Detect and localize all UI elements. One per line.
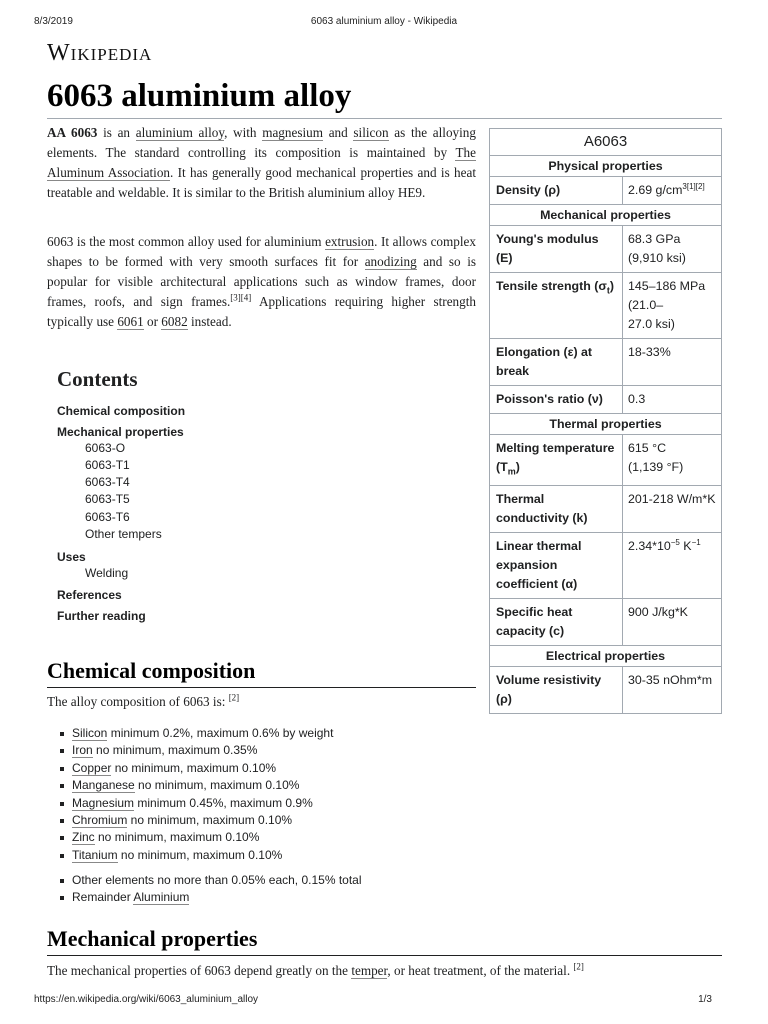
mechanical-text: The mechanical properties of 6063 depend greatly on the	[47, 963, 352, 978]
link-manganese[interactable]: Manganese	[72, 778, 135, 793]
heading-chemical-composition: Chemical composition	[47, 657, 476, 688]
infobox-row-thermal-conductivity	[490, 486, 721, 533]
infobox-caption: A6063	[490, 129, 721, 156]
infobox-key: Density (ρ)	[490, 177, 623, 204]
link-aluminium-alloy[interactable]: aluminium alloy	[135, 125, 225, 140]
infobox-row-poissons-ratio	[490, 386, 721, 414]
lead-text: instead.	[187, 314, 232, 329]
list-item	[60, 777, 333, 794]
mechanical-intro	[47, 963, 584, 979]
lead-text: or	[143, 314, 162, 329]
infobox-section-electrical: Electrical properties	[490, 646, 721, 667]
infobox-key: Thermal conductivity (k)	[490, 486, 623, 532]
infobox-value-line: (21.0–	[628, 298, 664, 312]
toc-item-other-tempers[interactable]: Other tempers	[85, 527, 162, 541]
link-extrusion[interactable]: extrusion	[325, 234, 375, 249]
infobox-value-line: 145–186 MPa	[628, 279, 706, 293]
infobox-key: Specific heat capacity (c)	[490, 599, 623, 645]
infobox-value-line: 615 °C	[628, 441, 667, 455]
toc-item-6063-t6[interactable]: 6063-T6	[85, 510, 130, 524]
heading-mechanical-properties: Mechanical properties	[47, 925, 722, 956]
list-item	[60, 847, 333, 864]
infobox-key: Volume resistivity (ρ)	[490, 667, 623, 713]
table-of-contents	[47, 367, 262, 623]
infobox-section-mechanical: Mechanical properties	[490, 205, 721, 226]
link-temper[interactable]: temper	[351, 963, 388, 978]
infobox-key	[490, 273, 623, 338]
toc-title: Contents	[57, 367, 138, 391]
infobox-row-volume-resistivity	[490, 667, 721, 713]
list-item-text: no minimum, maximum 0.10%	[111, 760, 277, 775]
infobox-value	[623, 533, 721, 598]
infobox-value-text: 2.69 g/cm	[628, 183, 683, 197]
infobox-key-text: )	[609, 279, 614, 293]
print-header	[0, 16, 768, 30]
infobox-value-line: (1,139 °F)	[628, 460, 684, 474]
toc-item-uses[interactable]: Uses	[57, 550, 86, 564]
infobox-row-specific-heat	[490, 599, 721, 646]
infobox-key: Poisson's ratio (ν)	[490, 386, 623, 413]
infobox-value-sup: −5	[670, 538, 680, 548]
infobox-value-sup: −1	[691, 538, 701, 548]
infobox-value: 201-218 W/m*K	[628, 492, 716, 507]
infobox-value	[623, 226, 721, 272]
infobox-value-line: (9,910 ksi)	[628, 251, 686, 265]
infobox-key: Linear thermal expansion coefficient (α)	[490, 533, 623, 598]
infobox-row-youngs-modulus	[490, 226, 721, 273]
infobox-value: 0.3	[628, 392, 646, 406]
list-item-text: no minimum, maximum 0.10%	[117, 847, 283, 862]
page-title: 6063 aluminium alloy	[47, 77, 722, 119]
lead-text: , with	[224, 125, 263, 140]
infobox-row-thermal-expansion	[490, 533, 721, 599]
infobox-row-tensile-strength	[490, 273, 721, 339]
composition-list	[60, 725, 333, 864]
citation-2[interactable]: [2]	[573, 961, 584, 972]
infobox-value	[623, 435, 721, 485]
lead-text: . It allows complex shapes to be formed with very smooth surfaces fit for	[47, 234, 476, 269]
infobox-key-sub: t	[606, 285, 610, 296]
infobox-value	[623, 273, 721, 338]
link-aluminium[interactable]: Aluminium	[133, 890, 190, 905]
infobox-value: 18-33%	[628, 345, 671, 359]
list-item-text: no minimum, maximum 0.10%	[94, 830, 260, 845]
link-iron[interactable]: Iron	[72, 743, 93, 758]
print-date: 8/3/2019	[34, 16, 73, 27]
infobox-value	[623, 177, 721, 204]
lead-text: 6063 is the most common alloy used for aluminium	[47, 234, 326, 249]
lead-bold-term: AA 6063	[47, 125, 98, 140]
chemical-intro	[47, 694, 239, 710]
list-item-text: no minimum, maximum 0.35%	[92, 743, 258, 758]
toc-item-references[interactable]: References	[57, 588, 122, 602]
infobox-key-text: Melting temperature (T	[496, 441, 615, 474]
link-6082[interactable]: 6082	[161, 314, 188, 329]
lead-text: . It has generally good mechanical properties and is heat treatable and weldable. It is similar to the British aluminium alloy HE9.	[47, 165, 477, 200]
lead-text: and	[323, 125, 354, 140]
infobox-key	[490, 435, 623, 485]
list-item	[60, 742, 333, 759]
list-item-text: minimum 0.45%, maximum 0.9%	[134, 795, 313, 810]
infobox-section-thermal: Thermal properties	[490, 414, 721, 435]
infobox	[489, 128, 722, 714]
infobox-value: 900 J/kg*K	[628, 605, 688, 620]
lead-paragraph-1	[47, 123, 476, 203]
link-magnesium[interactable]: magnesium	[262, 125, 323, 140]
list-item	[60, 829, 333, 846]
list-item-text: no minimum, maximum 0.10%	[127, 813, 293, 828]
link-anodizing[interactable]: anodizing	[364, 254, 417, 269]
infobox-value-text: K	[679, 539, 692, 554]
print-footer	[0, 994, 768, 1008]
link-6061[interactable]: 6061	[117, 314, 144, 329]
toc-item-chemical-composition[interactable]: Chemical composition	[57, 404, 186, 418]
list-item-text: no minimum, maximum 0.10%	[134, 778, 300, 793]
lead-text: as the alloying elements. The standard controlling its composition is maintained by	[47, 125, 476, 160]
mechanical-text: , or heat treatment, of the material.	[387, 963, 571, 978]
infobox-key-sub: m	[507, 466, 516, 477]
composition-other-list	[60, 872, 362, 907]
infobox-row-density	[490, 177, 721, 205]
link-silicon[interactable]: silicon	[353, 125, 389, 140]
infobox-key-text: Tensile strength (σ	[496, 279, 607, 293]
list-item	[60, 889, 362, 906]
infobox-value-line: 68.3 GPa	[628, 232, 681, 246]
toc-item-6063-o[interactable]: 6063-O	[85, 441, 126, 455]
infobox-section-physical: Physical properties	[490, 156, 721, 177]
citation-2[interactable]: [2]	[228, 692, 240, 703]
infobox-key: Young's modulus (E)	[490, 226, 623, 272]
wikipedia-wordmark[interactable]: Wikipedia	[47, 40, 153, 66]
chemical-intro-text: The alloy composition of 6063 is:	[47, 694, 226, 709]
list-item	[60, 760, 333, 777]
infobox-value-sup[interactable]: 3[1][2]	[682, 181, 705, 191]
lead-text: is an	[97, 125, 136, 140]
list-item-text: Other elements no more than 0.05% each, 0.15% total	[72, 873, 362, 887]
list-item	[60, 795, 333, 812]
citation-3-4[interactable]: [3][4]	[230, 292, 252, 303]
lead-paragraph-2	[47, 232, 476, 332]
list-item	[60, 872, 362, 889]
link-chromium[interactable]: Chromium	[72, 813, 128, 828]
infobox-key-text: )	[515, 460, 520, 474]
infobox-row-elongation	[490, 339, 721, 386]
infobox-row-melting-temperature	[490, 435, 721, 486]
infobox-key: Elongation (ε) at break	[490, 339, 623, 385]
link-zinc[interactable]: Zinc	[72, 830, 95, 845]
infobox-value-line: 27.0 ksi)	[628, 317, 675, 331]
link-magnesium-element[interactable]: Magnesium	[72, 795, 135, 810]
toc-item-6063-t1[interactable]: 6063-T1	[85, 458, 130, 472]
link-copper[interactable]: Copper	[72, 760, 112, 775]
print-page-number: 1/3	[698, 994, 712, 1005]
print-title: 6063 aluminium alloy - Wikipedia	[310, 16, 458, 27]
infobox-value: 30-35 nOhm*m	[628, 673, 713, 688]
toc-item-further-reading[interactable]: Further reading	[57, 609, 146, 623]
link-titanium[interactable]: Titanium	[72, 847, 118, 862]
toc-item-6063-t4[interactable]: 6063-T4	[85, 475, 130, 489]
link-aluminum-association[interactable]: The Aluminum Association	[47, 145, 476, 180]
list-item	[60, 812, 333, 829]
lead-text: Applications requiring higher strength typically use	[47, 294, 476, 329]
toc-item-mechanical-properties[interactable]: Mechanical properties	[57, 425, 184, 439]
link-silicon-element[interactable]: Silicon	[72, 726, 108, 740]
infobox-value-text: 2.34*10	[628, 539, 671, 554]
toc-item-welding[interactable]: Welding	[85, 566, 129, 580]
print-url: https://en.wikipedia.org/wiki/6063_aluminium_alloy	[34, 994, 259, 1005]
list-item	[60, 725, 333, 742]
toc-item-6063-t5[interactable]: 6063-T5	[85, 492, 130, 506]
list-item-text: minimum 0.2%, maximum 0.6% by weight	[107, 726, 334, 740]
list-item-text: Remainder	[72, 890, 134, 905]
lead-text: and so is popular for visible architectural applications such as window frames, door frames, roofs, and sign frames.	[47, 254, 476, 309]
